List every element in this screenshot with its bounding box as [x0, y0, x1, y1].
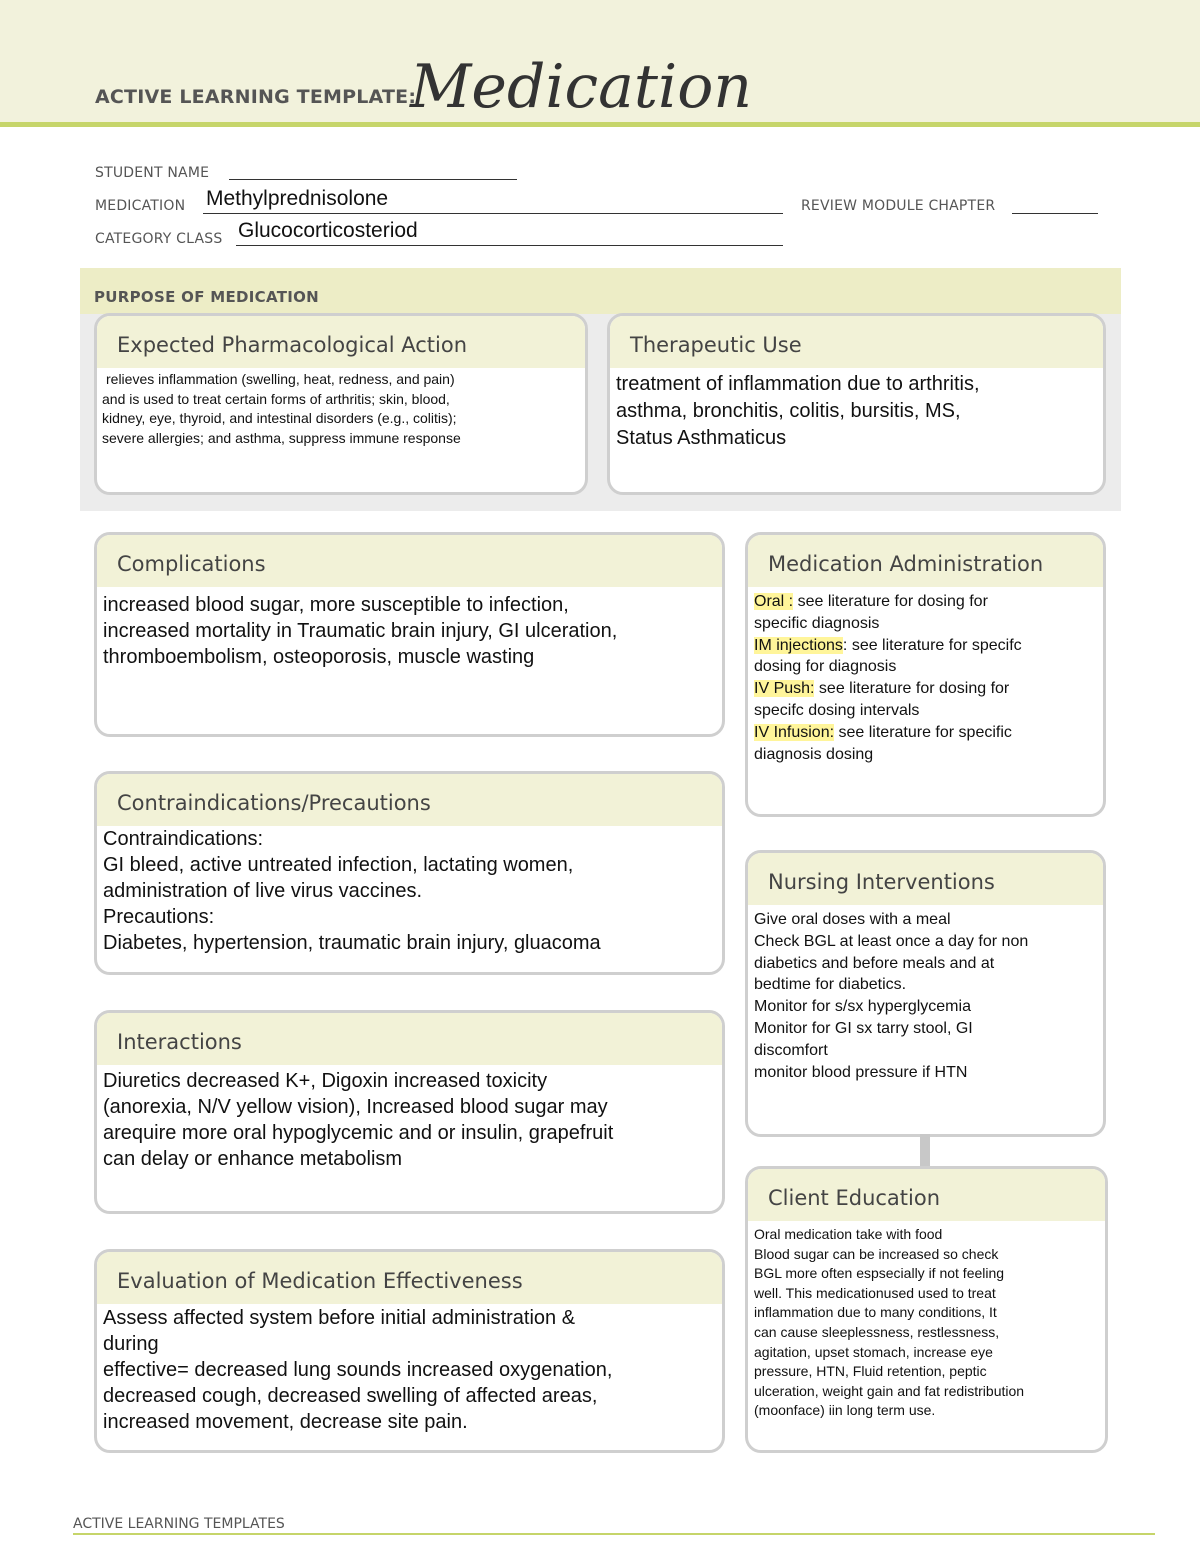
nursing-line: diabetics and before meals and at [754, 954, 995, 972]
route-oral-highlight: Oral : [754, 593, 794, 610]
complications-line: thromboembolism, osteoporosis, muscle wasting [103, 646, 535, 668]
route-text: see literature for dosing for [793, 593, 988, 610]
administration-box [745, 532, 1106, 817]
interactions-line: (anorexia, N/V yellow vision), Increased blood sugar may [103, 1096, 608, 1118]
therapeutic-use-header [610, 316, 1103, 368]
nursing-line: Check BGL at least once a day for non [754, 932, 1029, 950]
route-cont: specific diagnosis [754, 614, 880, 632]
nursing-line: Give oral doses with a meal [754, 911, 951, 928]
student-name-label: STUDENT NAME [95, 165, 210, 181]
evaluation-line: Assess affected system before initial administration & [103, 1307, 576, 1329]
route-iv-infusion-highlight: IV Infusion: [754, 723, 835, 741]
evaluation-title: Evaluation of Medication Effectiveness [117, 1269, 523, 1293]
route-iv-push-highlight: IV Push: [754, 680, 815, 698]
route-cont: specifc dosing intervals [754, 701, 920, 719]
client-education-header [748, 1169, 1105, 1221]
complications-line: increased mortality in Traumatic brain injury, GI ulceration, [103, 620, 618, 642]
education-line: agitation, upset stomach, increase eye [754, 1343, 993, 1360]
purpose-header [80, 268, 1121, 314]
interactions-title: Interactions [117, 1030, 242, 1054]
therapeutic-line: asthma, bronchitis, colitis, bursitis, MS, [616, 400, 961, 422]
education-line: ulceration, weight gain and fat redistribution [754, 1382, 1025, 1399]
client-education-title: Client Education [768, 1186, 941, 1210]
education-line: inflammation due to many conditions, It [754, 1304, 997, 1321]
education-line: (moonface) iin long term use. [754, 1402, 936, 1419]
expected-line: and is used to treat certain forms of arthritis; skin, blood, [102, 390, 450, 407]
therapeutic-use-text[interactable] [610, 368, 1103, 456]
header-rule [0, 122, 1200, 127]
route-im-highlight: IM injections [754, 636, 843, 654]
interactions-line: Diuretics decreased K+, Digoxin increased toxicity [103, 1070, 548, 1092]
administration-title: Medication Administration [768, 552, 1044, 576]
complications-box [94, 532, 725, 737]
education-line: can cause sleeplessness, restlessness, [754, 1323, 1000, 1340]
interactions-header [97, 1013, 722, 1065]
expected-line: severe allergies; and asthma, suppress immune response [102, 429, 461, 446]
route-text: see literature for specific [834, 723, 1012, 741]
evaluation-line: during [103, 1333, 159, 1355]
expected-line: kidney, eye, thyroid, and intestinal disorders (e.g., colitis); [102, 410, 457, 426]
nursing-line: bedtime for diabetics. [754, 976, 907, 994]
expected-action-box [94, 313, 588, 495]
evaluation-line: decreased cough, decreased swelling of affected areas, [103, 1385, 598, 1407]
contraindications-box [94, 771, 725, 975]
review-module-line [1012, 213, 1098, 214]
contraindications-title: Contraindications/Precautions [117, 791, 431, 815]
footer-label: ACTIVE LEARNING TEMPLATES [73, 1516, 285, 1532]
expected-action-title: Expected Pharmacological Action [117, 333, 468, 357]
contraindications-line: administration of live virus vaccines. [103, 880, 423, 902]
evaluation-line: increased movement, decrease site pain. [103, 1411, 468, 1433]
expected-line: relieves inflammation (swelling, heat, redness, and pain) [106, 371, 455, 387]
route-text: : see literature for specifc [842, 636, 1022, 654]
medication-field[interactable]: Methylprednisolone [206, 187, 389, 210]
client-education-text[interactable] [748, 1221, 1105, 1425]
medication-label: MEDICATION [95, 198, 186, 214]
contraindications-line: Precautions: [103, 906, 215, 928]
review-module-label: REVIEW MODULE CHAPTER [801, 198, 996, 214]
administration-text[interactable] [748, 587, 1103, 769]
interactions-box [94, 1010, 725, 1214]
evaluation-text[interactable] [97, 1304, 722, 1439]
route-line [754, 678, 1097, 700]
contraindications-line: Contraindications: [103, 828, 264, 850]
interactions-text[interactable] [97, 1065, 722, 1176]
nursing-line: monitor blood pressure if HTN [754, 1063, 968, 1081]
expected-action-text[interactable] [97, 368, 585, 452]
category-class-field[interactable]: Glucocorticosteriod [238, 219, 418, 242]
education-line: pressure, HTN, Fluid retention, peptic [754, 1363, 987, 1380]
complications-title: Complications [117, 552, 266, 576]
therapeutic-use-title: Therapeutic Use [630, 333, 802, 357]
route-text: see literature for dosing for [814, 680, 1010, 698]
interactions-line: arequire more oral hypoglycemic and or insulin, grapefruit [103, 1122, 614, 1144]
route-line [754, 635, 1097, 657]
contraindications-header [97, 774, 722, 826]
expected-action-header [97, 316, 585, 368]
template-label: ACTIVE LEARNING TEMPLATE: [95, 86, 417, 108]
nursing-interventions-box [745, 850, 1106, 1137]
education-line: Oral medication take with food [754, 1226, 943, 1242]
complications-line: increased blood sugar, more susceptible to infection, [103, 594, 569, 616]
complications-text[interactable] [97, 587, 722, 674]
education-line: BGL more often espsecially if not feeling [754, 1265, 1005, 1282]
education-line: Blood sugar can be increased so check [754, 1245, 999, 1262]
route-cont: dosing for diagnosis [754, 658, 897, 676]
route-cont: diagnosis dosing [754, 745, 874, 763]
contraindications-line: GI bleed, active untreated infection, lactating women, [103, 854, 574, 876]
purpose-label: PURPOSE OF MEDICATION [94, 288, 320, 306]
page-title: Medication [410, 52, 752, 122]
evaluation-box [94, 1249, 725, 1453]
nursing-line: discomfort [754, 1041, 828, 1059]
student-name-line [229, 179, 517, 180]
contraindications-line: Diabetes, hypertension, traumatic brain injury, gluacoma [103, 932, 601, 954]
connector-bar [920, 1134, 930, 1166]
education-line: well. This medicationused used to treat [754, 1284, 996, 1301]
category-class-line [236, 245, 783, 246]
interactions-line: can delay or enhance metabolism [103, 1148, 403, 1170]
nursing-interventions-text[interactable] [748, 905, 1103, 1087]
nursing-line: Monitor for s/sx hyperglycemia [754, 998, 971, 1016]
route-line [754, 722, 1097, 744]
contraindications-text[interactable] [97, 826, 722, 960]
therapeutic-use-box [607, 313, 1106, 495]
category-class-label: CATEGORY CLASS [95, 231, 223, 247]
medication-line [203, 213, 783, 214]
therapeutic-line: treatment of inflammation due to arthritis, [616, 373, 980, 395]
nursing-interventions-title: Nursing Interventions [768, 870, 995, 894]
client-education-box [745, 1166, 1108, 1453]
evaluation-line: effective= decreased lung sounds increased oxygenation, [103, 1359, 613, 1381]
therapeutic-line: Status Asthmaticus [616, 427, 787, 449]
nursing-line: Monitor for GI sx tarry stool, GI [754, 1019, 973, 1037]
route-line [754, 591, 1097, 613]
nursing-interventions-header [748, 853, 1103, 905]
footer-rule [73, 1533, 1155, 1535]
complications-header [97, 535, 722, 587]
evaluation-header [97, 1252, 722, 1304]
administration-header [748, 535, 1103, 587]
